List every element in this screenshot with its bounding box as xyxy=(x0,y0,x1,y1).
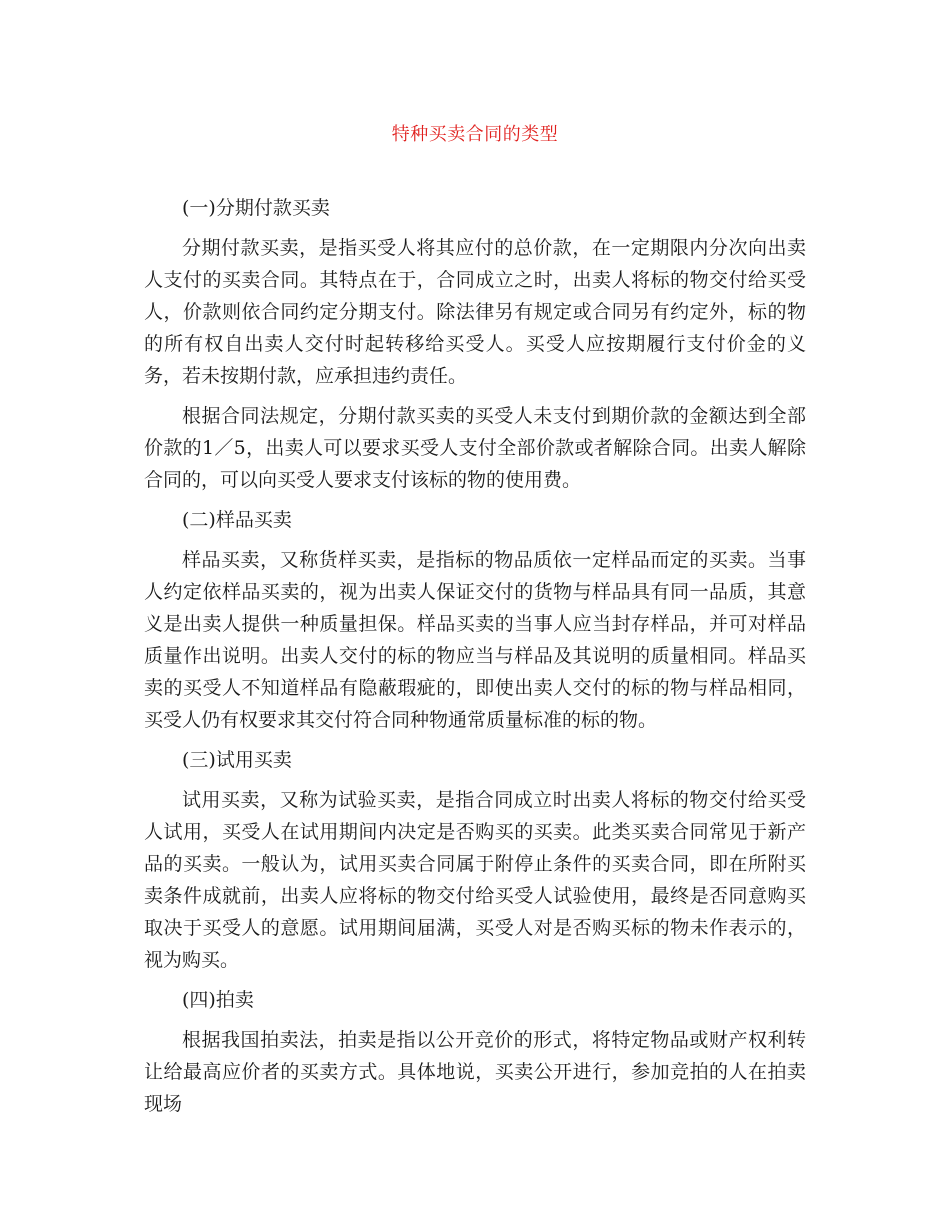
paragraph: 根据我国拍卖法，拍卖是指以公开竞价的形式，将特定物品或财产权利转让给最高应价者的买卖方式。具体地说，买卖公开进行，参加竞拍的人在拍卖现场 xyxy=(144,1029,806,1115)
section-heading-auction: (四)拍卖 xyxy=(182,989,254,1011)
paragraph: 样品买卖，又称货样买卖，是指标的物品质依一定样品而定的买卖。当事人约定依样品买卖的，视为出卖人保证交付的货物与样品具有同一品质，其意义是出卖人提供一种质量担保。样品买卖的当事人应当封存样品，并可对样品质量作出说明。出卖人交付的标的物应当与样品及其说明的质量相同。样品买卖的买受人不知道样品有隐蔽瑕疵的，即使出卖人交付的标的物与样品相同，买受人仍有权要求其交付符合同种物通常质量标准的标的物。 xyxy=(144,549,806,731)
document-title: 特种买卖合同的类型 xyxy=(391,124,559,145)
section-heading-trial-sale: (三)试用买卖 xyxy=(182,749,292,771)
paragraph: 分期付款买卖，是指买受人将其应付的总价款，在一定期限内分次向出卖人支付的买卖合同。其特点在于，合同成立之时，出卖人将标的物交付给买受人，价款则依合同约定分期支付。除法律另有规定或合同另有约定外，标的物的所有权自出卖人交付时起转移给买受人。买受人应按期履行支付价金的义务，若未按期付款，应承担违约责任。 xyxy=(144,237,806,387)
section-heading-sample-sale: (二)样品买卖 xyxy=(182,509,292,531)
document-body xyxy=(144,192,806,1128)
section-heading-installment: (一)分期付款买卖 xyxy=(182,197,330,219)
paragraph: 根据合同法规定，分期付款买卖的买受人未支付到期价款的金额达到全部价款的1／5，出卖人可以要求买受人支付全部价款或者解除合同。出卖人解除合同的，可以向买受人要求支付该标的物的使用费。 xyxy=(144,405,806,491)
paragraph: 试用买卖，又称为试验买卖，是指合同成立时出卖人将标的物交付给买受人试用，买受人在试用期间内决定是否购买的买卖。此类买卖合同常见于新产品的买卖。一般认为，试用买卖合同属于附停止条件的买卖合同，即在所附买卖条件成就前，出卖人应将标的物交付给买受人试验使用，最终是否同意购买取决于买受人的意愿。试用期间届满，买受人对是否购买标的物未作表示的，视为购买。 xyxy=(144,789,806,971)
